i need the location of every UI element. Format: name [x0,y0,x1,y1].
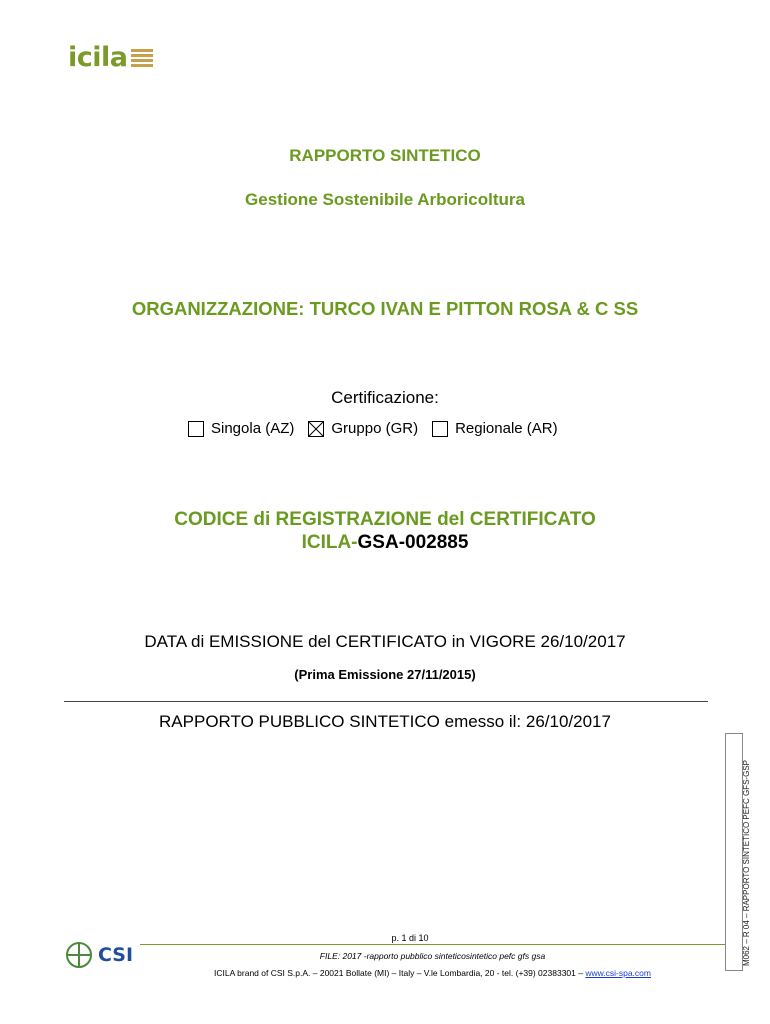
csi-logo-text: CSI [98,944,134,966]
footer-divider [140,944,725,945]
side-document-code: M062 – R 04 – RAPPORTO SINTETICO PEFC GFS-GSP [742,760,751,966]
option-label: Gruppo (GR) [331,420,419,437]
csi-logo [64,940,133,970]
logo-bars-icon [131,49,153,67]
check-x-icon [308,421,324,437]
footer-address [140,968,725,978]
divider [64,701,708,702]
certification-options [188,420,572,437]
code-prefix: ICILA- [301,532,358,553]
option-label: Singola (AZ) [211,420,295,437]
code-number: GSA-002885 [357,532,469,553]
address-text: ICILA brand of CSI S.p.A. – 20021 Bollate (MI) – Italy – V.le Lombardia, 20 - tel. (+39) 02383301 – [214,968,586,978]
report-issued-line: RAPPORTO PUBBLICO SINTETICO emesso il: 26/10/2017 [159,712,611,731]
logo-text: icila [68,42,128,73]
option-gruppo[interactable] [308,420,418,437]
option-regionale[interactable] [432,420,558,437]
first-issue: (Prima Emissione 27/11/2015) [294,667,476,682]
registration-code [0,531,770,554]
organization-name: ORGANIZZAZIONE: TURCO IVAN E PITTON ROSA & C SS [131,298,639,319]
csi-emblem-icon [64,940,94,970]
issue-date: DATA di EMISSIONE del CERTIFICATO in VIGORE 26/10/2017 [144,632,626,651]
registration-heading: CODICE di REGISTRAZIONE del CERTIFICATO [174,509,596,530]
checkbox-unchecked[interactable] [432,421,448,437]
option-label: Regionale (AR) [455,420,558,437]
registration-block [0,508,770,554]
page-number: p. 1 di 10 [391,933,429,943]
report-subtitle: Gestione Sostenibile Arboricoltura [245,190,525,209]
checkbox-checked[interactable] [308,421,324,437]
report-title: RAPPORTO SINTETICO [289,146,481,165]
website-link[interactable]: www.csi-spa.com [585,968,651,978]
option-singola[interactable] [188,420,294,437]
checkbox-unchecked[interactable] [188,421,204,437]
footer-file: FILE: 2017 -rapporto pubblico sinteticosintetico pefc gfs gsa [319,951,546,961]
icila-logo [68,42,153,73]
certification-label: Certificazione: [331,388,439,407]
